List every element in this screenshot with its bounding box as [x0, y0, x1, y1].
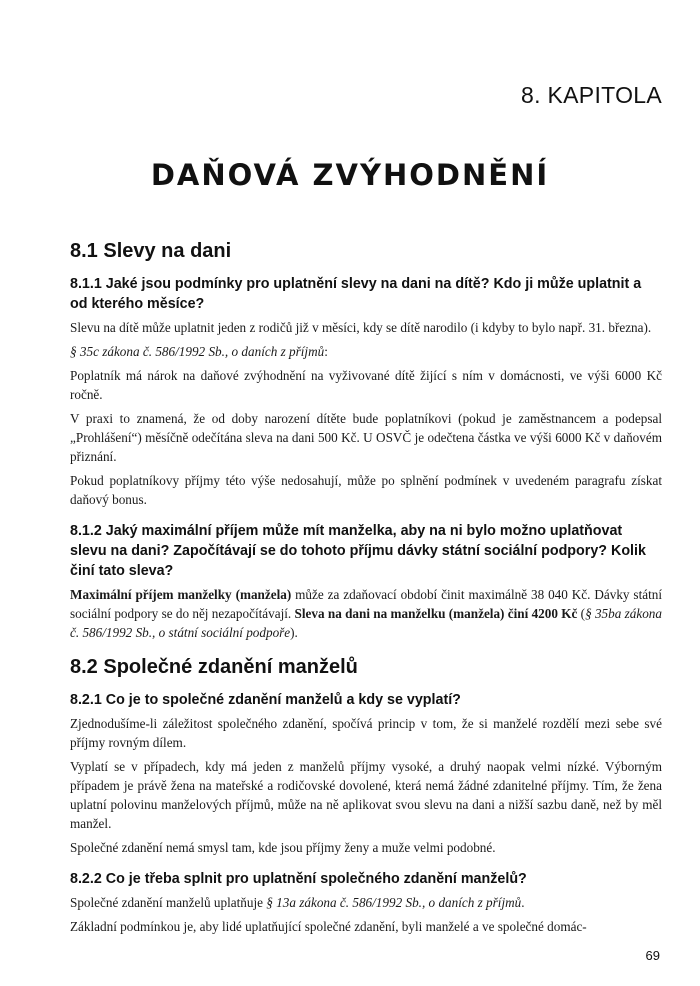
question-heading-8-1-1: 8.1.1 Jaké jsou podmínky pro uplatnění slevy na dani na dítě? Kdo ji může uplatnit a od kterého měsíce? [70, 276, 642, 312]
law-reference [70, 342, 662, 361]
paragraph: Slevu na dítě může uplatnit jeden z rodičů již v měsíci, kdy se dítě narodilo (i kdyby to bylo např. 31. března). [70, 320, 652, 335]
page-number: 69 [645, 948, 660, 963]
section-heading-8-2: 8.2 Společné zdanění manželů [70, 656, 358, 678]
text: ). [290, 625, 298, 640]
bold-text: Sleva na dani na manželku (manžela) činí 4200 Kč [294, 606, 578, 621]
page-content [70, 240, 662, 941]
paragraph: V praxi to znamená, že od doby narození dítěte bude poplatníkovi (pokud je zaměstnancem a podepsal „Prohlášení“) měsíčně odečítána sleva na dani 500 Kč. U OSVČ je odečtena částka ve výši 6000 Kč v daňovém přiznání. [70, 411, 662, 464]
law-citation: § 13a zákona č. 586/1992 Sb., o daních z příjmů [266, 895, 522, 910]
text: . [521, 895, 525, 910]
colon: : [324, 344, 328, 359]
text: Společné zdanění manželů uplatňuje [70, 895, 267, 910]
law-citation: § 35ba zákona č. 586/1992 Sb., o státní sociální podpoře [70, 606, 662, 640]
paragraph: Vyplatí se v případech, kdy má jeden z manželů příjmy vysoké, a druhý naopak velmi nízké. Výborným případem je právě žena na mateřské a rodičovské dovolené, která nemá žádné zdanitelné příjmy. Tím, že žena uplatní polovinu manželových příjmů, může na ně aplikovat svou slevu na dani a nižší sazbu daně, než by měl manžel. [70, 759, 662, 831]
section-heading-8-1: 8.1 Slevy na dani [70, 240, 232, 262]
paragraph: Pokud poplatníkovy příjmy této výše nedosahují, může po splnění podmínek v uvedeném paragrafu získat daňový bonus. [70, 473, 662, 507]
paragraph [70, 893, 662, 912]
paragraph: Zjednodušíme-li záležitost společného zdanění, spočívá princip v tom, že si manželé rozdělí mezi sebe své příjmy rovným dílem. [70, 716, 662, 750]
chapter-label: 8. KAPITOLA [521, 82, 662, 108]
bold-text: Maximální příjem manželky (manžela) [70, 587, 292, 602]
law-citation: § 35c zákona č. 586/1992 Sb., o daních z příjmů [70, 344, 325, 359]
paragraph: Společné zdanění nemá smysl tam, kde jsou příjmy ženy a muže velmi podobné. [70, 840, 496, 855]
question-heading-8-2-2: 8.2.2 Co je třeba splnit pro uplatnění společného zdanění manželů? [70, 871, 527, 887]
question-heading-8-2-1: 8.2.1 Co je to společné zdanění manželů a kdy se vyplatí? [70, 692, 461, 708]
question-heading-8-1-2: 8.1.2 Jaký maximální příjem může mít manželka, aby na ni bylo možno uplatňovat slevu na dani? Započítávají se do tohoto příjmu dávky státní sociální podpory? Kolik činí tato sleva? [70, 523, 646, 579]
text: může za zdaňovací období činit maximálně 38 040 Kč. Dávky státní sociální podpory se do něj nezapočítávají. [70, 587, 663, 621]
paragraph [70, 585, 662, 642]
paragraph: Poplatník má nárok na daňové zvýhodnění na vyživované dítě žijící s ním v domácnosti, ve výši 6000 Kč ročně. [70, 368, 662, 402]
text: ( [577, 606, 586, 621]
paragraph: Základní podmínkou je, aby lidé uplatňující společné zdanění, byli manželé a ve společné domác- [70, 919, 587, 934]
chapter-title: DAŇOVÁ ZVÝHODNĚNÍ [150, 158, 550, 192]
